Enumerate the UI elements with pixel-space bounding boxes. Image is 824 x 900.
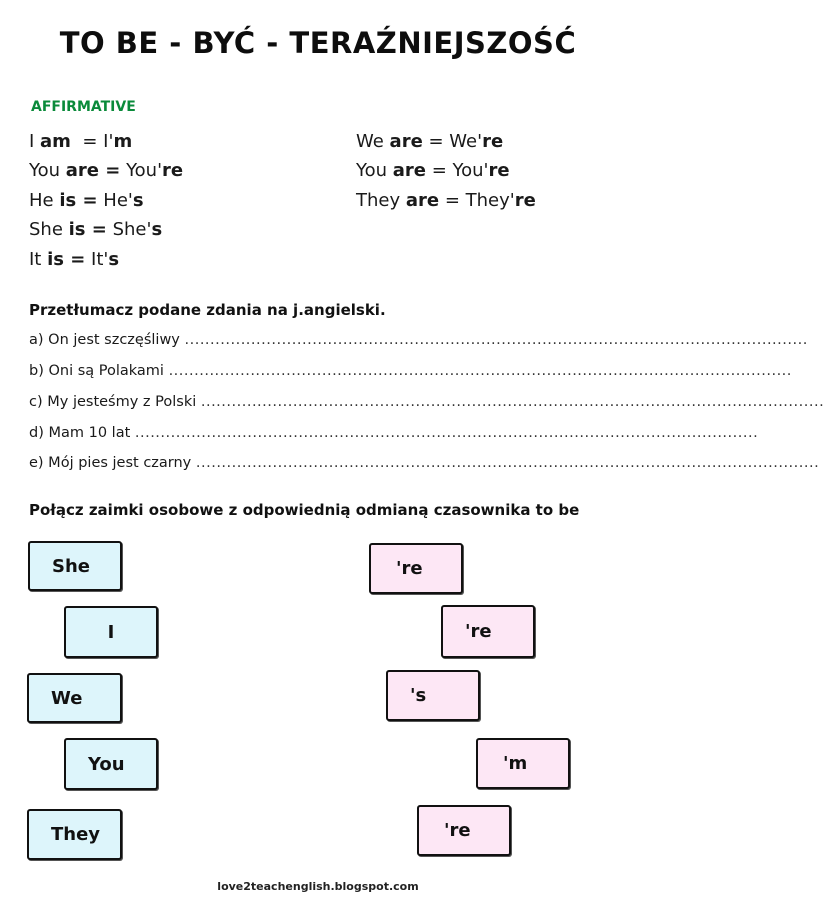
subject-text: I: [29, 131, 41, 152]
contraction-text: re: [514, 190, 536, 211]
equals-text: = They': [439, 190, 515, 211]
equals-text: = I': [70, 131, 114, 152]
answer-blank[interactable]: ..........................................................................................................................: [168, 363, 792, 379]
sentence-text: c) My jesteśmy z Polski: [29, 394, 197, 410]
sentence-text: e) Mój pies jest czarny: [29, 455, 192, 471]
contraction-text: s: [151, 219, 163, 240]
verb-text: are: [389, 131, 423, 152]
subject-text: You: [356, 160, 393, 181]
verb-text: is =: [47, 249, 86, 270]
conjugation-row: [356, 190, 536, 211]
equals-text: = We': [422, 131, 483, 152]
verb-form-card[interactable]: 're: [417, 805, 511, 856]
equals-text: She': [106, 219, 152, 240]
verb-text: is =: [68, 219, 107, 240]
conjugation-row: [29, 131, 132, 152]
pronoun-card[interactable]: They: [27, 809, 122, 860]
verb-form-card[interactable]: 's: [386, 670, 480, 721]
equals-text: = You': [425, 160, 489, 181]
verb-text: am: [40, 131, 71, 152]
pronoun-card[interactable]: You: [64, 738, 158, 790]
section-label-affirmative: AFFIRMATIVE: [31, 99, 136, 115]
verb-form-card[interactable]: 're: [369, 543, 463, 594]
subject-text: It: [29, 249, 48, 270]
equals-text: He': [97, 190, 133, 211]
match-instruction: Połącz zaimki osobowe z odpowiednią odmianą czasownika to be: [29, 501, 580, 519]
sentence-text: b) Oni są Polakami: [29, 363, 164, 379]
conjugation-row: [356, 160, 510, 181]
footer-url: love2teachenglish.blogspot.com: [217, 880, 419, 893]
subject-text: You: [29, 160, 66, 181]
answer-blank[interactable]: ..........................................................................................................................: [200, 394, 824, 410]
answer-blank[interactable]: ..........................................................................................................................: [134, 425, 759, 441]
contraction-text: re: [162, 160, 184, 181]
sentence-text: d) Mam 10 lat: [29, 425, 131, 441]
verb-form-card[interactable]: 'm: [476, 738, 570, 789]
sentence-line: [29, 394, 824, 410]
sentence-line: [29, 455, 820, 471]
sentence-line: [29, 425, 759, 441]
sentence-line: [29, 332, 808, 348]
answer-blank[interactable]: ..........................................................................................................................: [195, 455, 820, 471]
sentence-text: a) On jest szczęśliwy: [29, 332, 180, 348]
contraction-text: re: [482, 131, 504, 152]
contraction-text: s: [132, 190, 144, 211]
contraction-text: m: [113, 131, 133, 152]
contraction-text: s: [108, 249, 120, 270]
subject-text: They: [356, 190, 406, 211]
contraction-text: re: [488, 160, 510, 181]
answer-blank[interactable]: ..........................................................................................................................: [184, 332, 808, 348]
pronoun-card[interactable]: We: [27, 673, 122, 723]
subject-text: She: [29, 219, 69, 240]
equals-text: You': [120, 160, 163, 181]
pronoun-card[interactable]: I: [64, 606, 158, 658]
conjugation-row: [29, 249, 119, 270]
sentence-line: [29, 363, 792, 379]
equals-text: It': [85, 249, 109, 270]
pronoun-card[interactable]: She: [28, 541, 122, 591]
page-title: TO BE - BYĆ - TERAŹNIEJSZOŚĆ: [59, 26, 577, 60]
verb-text: are: [392, 160, 426, 181]
subject-text: He: [29, 190, 60, 211]
verb-text: is =: [59, 190, 98, 211]
verb-text: are: [405, 190, 440, 211]
conjugation-row: [29, 160, 183, 181]
translate-instruction: Przetłumacz podane zdania na j.angielski.: [29, 301, 386, 319]
subject-text: We: [356, 131, 390, 152]
verb-form-card[interactable]: 're: [441, 605, 535, 658]
verb-text: are =: [65, 160, 121, 181]
conjugation-row: [29, 190, 144, 211]
conjugation-row: [356, 131, 503, 152]
conjugation-row: [29, 219, 162, 240]
